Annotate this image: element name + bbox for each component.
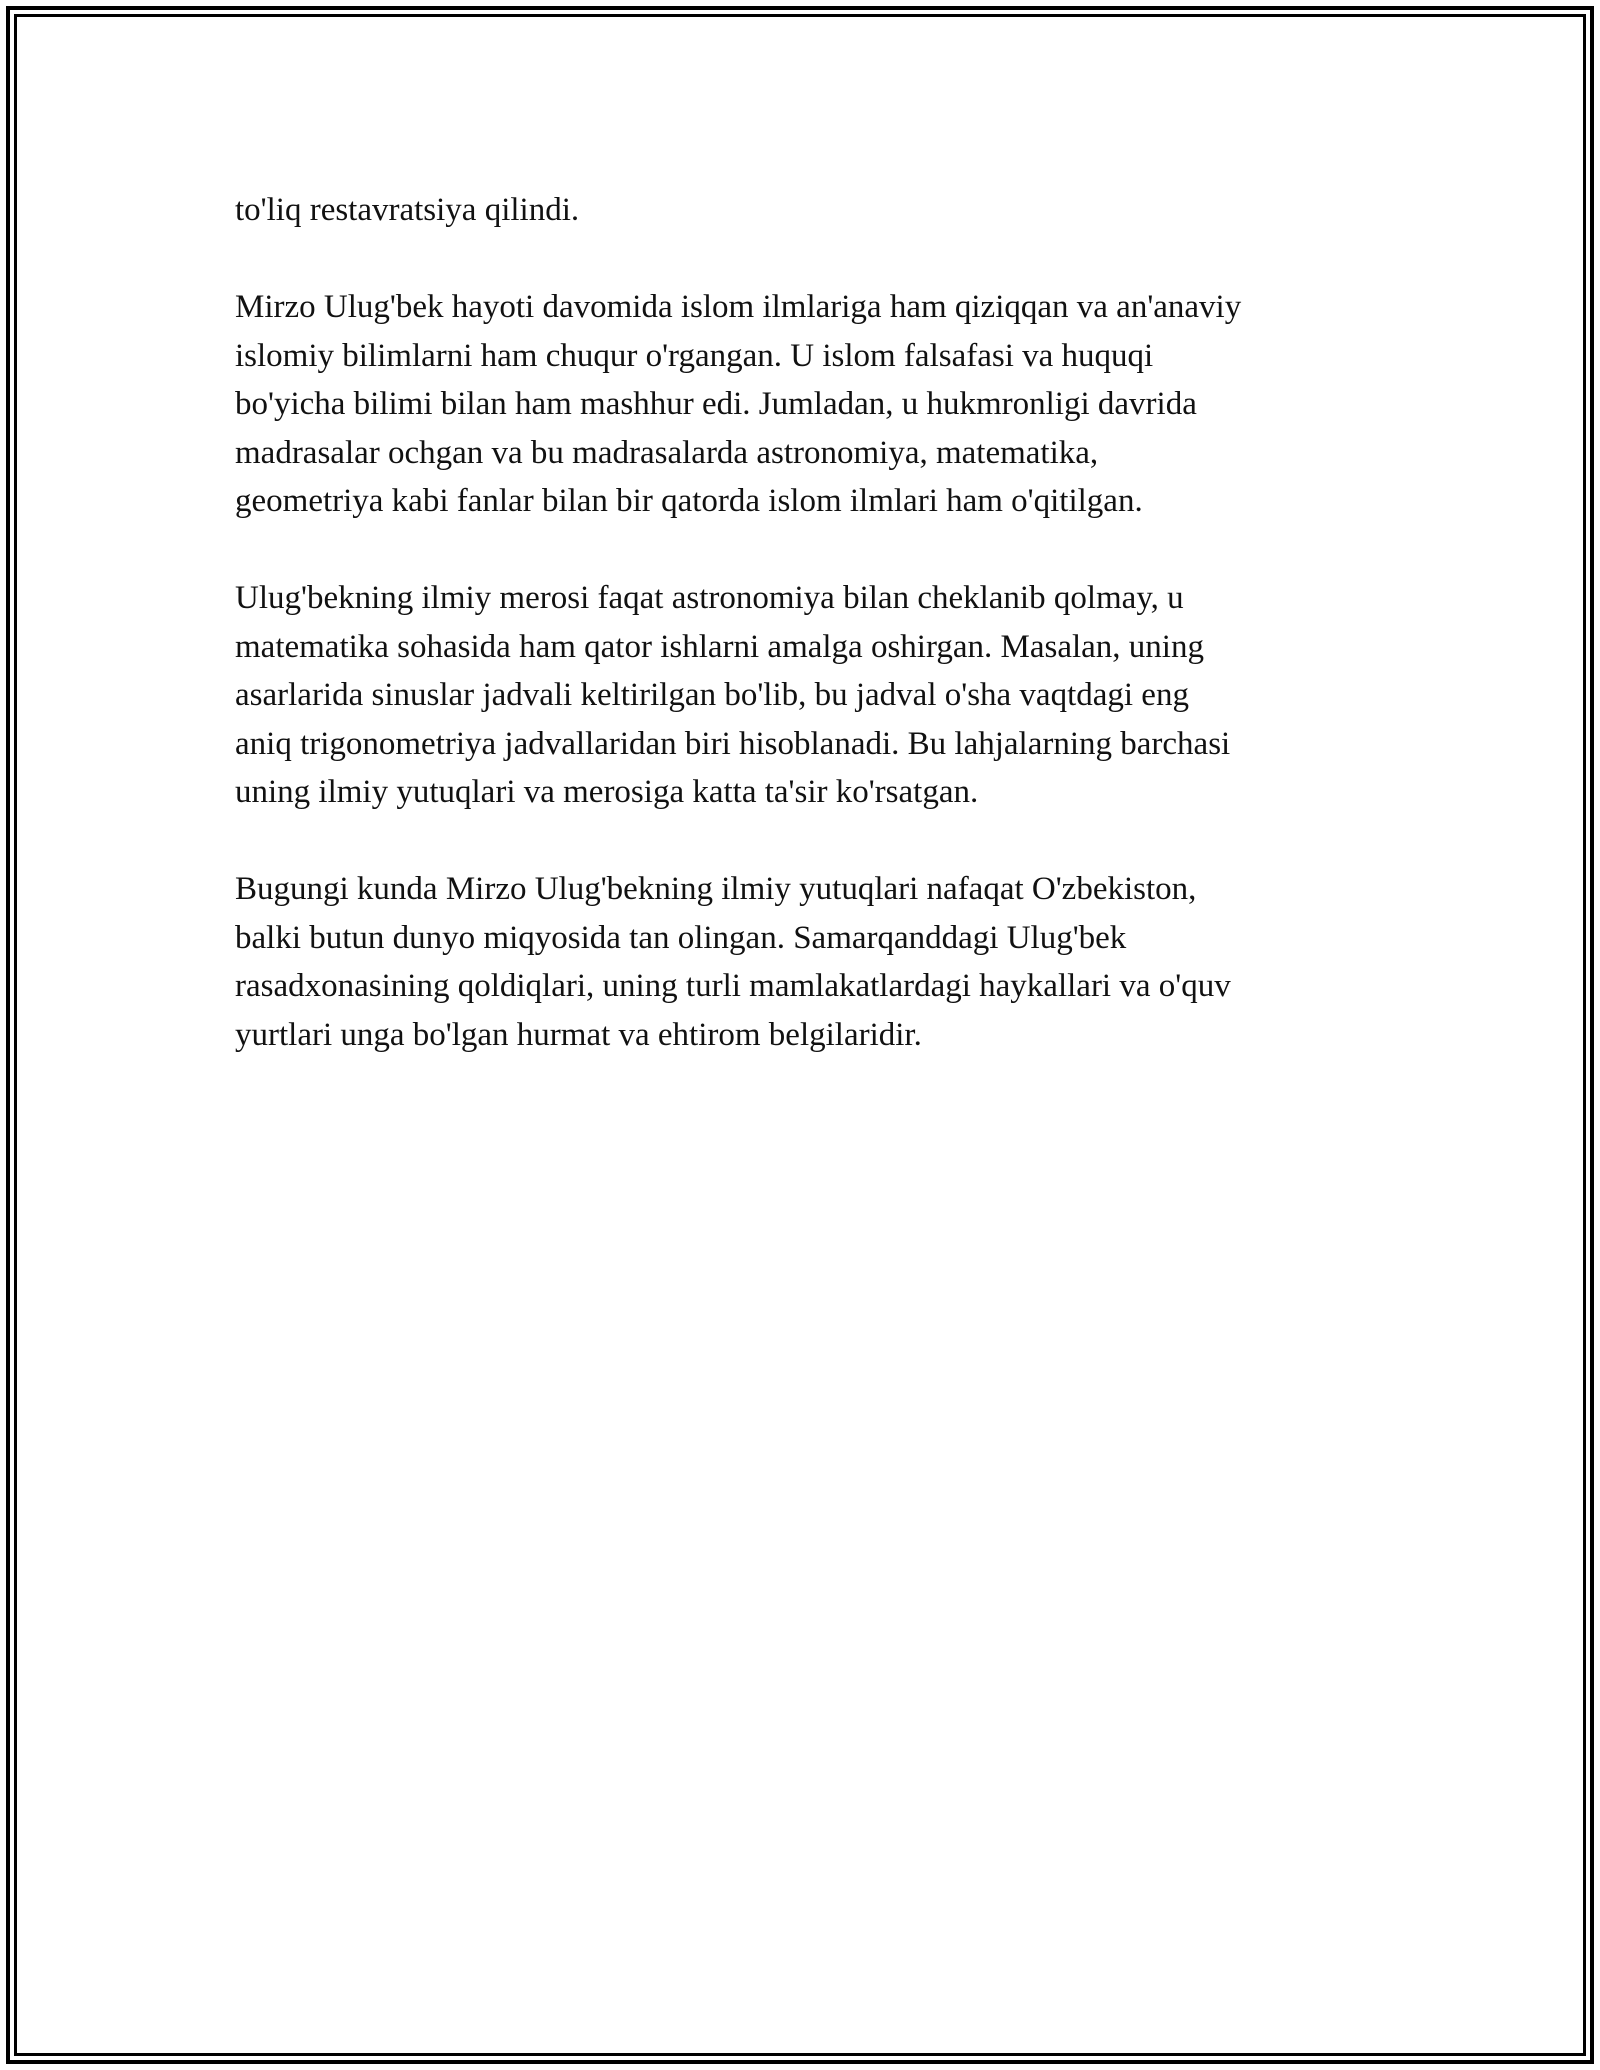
paragraph-continuation: to'liq restavratsiya qilindi.: [235, 192, 580, 228]
document-body: [235, 186, 1375, 1108]
paragraph-islamic-studies: Mirzo Ulug'bek hayoti davomida islom ilmlariga ham qiziqqan va an'anaviy islomiy bilimlarni ham chuqur o'rgangan. U islom falsafasi va huquqi bo'yicha bilimi bilan ham mashhur edi. Jumladan, u hukmronligi davrida madrasalar ochgan va bu madrasalarda astronomiya, matematika, geometriya kabi fanlar bilan bir qatorda islom ilmlari ham o'qitilgan.: [235, 289, 1242, 519]
paragraph-recognition-today: Bugungi kunda Mirzo Ulug'bekning ilmiy yutuqlari nafaqat O'zbekiston, balki butun dunyo miqyosida tan olingan. Samarqanddagi Ulug'bek rasadxonasining qoldiqlari, uning turli mamlakatlardagi haykallari va o'quv yurtlari unga bo'lgan hurmat va ehtirom belgilaridir.: [235, 871, 1231, 1053]
paragraph-scientific-legacy: Ulug'bekning ilmiy merosi faqat astronomiya bilan cheklanib qolmay, u matematika sohasida ham qator ishlarni amalga oshirgan. Masalan, uning asarlarida sinuslar jadvali keltirilgan bo'lib, bu jadval o'sha vaqtdagi eng aniq trigonometriya jadvallaridan biri hisoblanadi. Bu lahjalarning barchasi uning ilmiy yutuqlari va merosiga katta ta'sir ko'rsatgan.: [235, 580, 1231, 810]
